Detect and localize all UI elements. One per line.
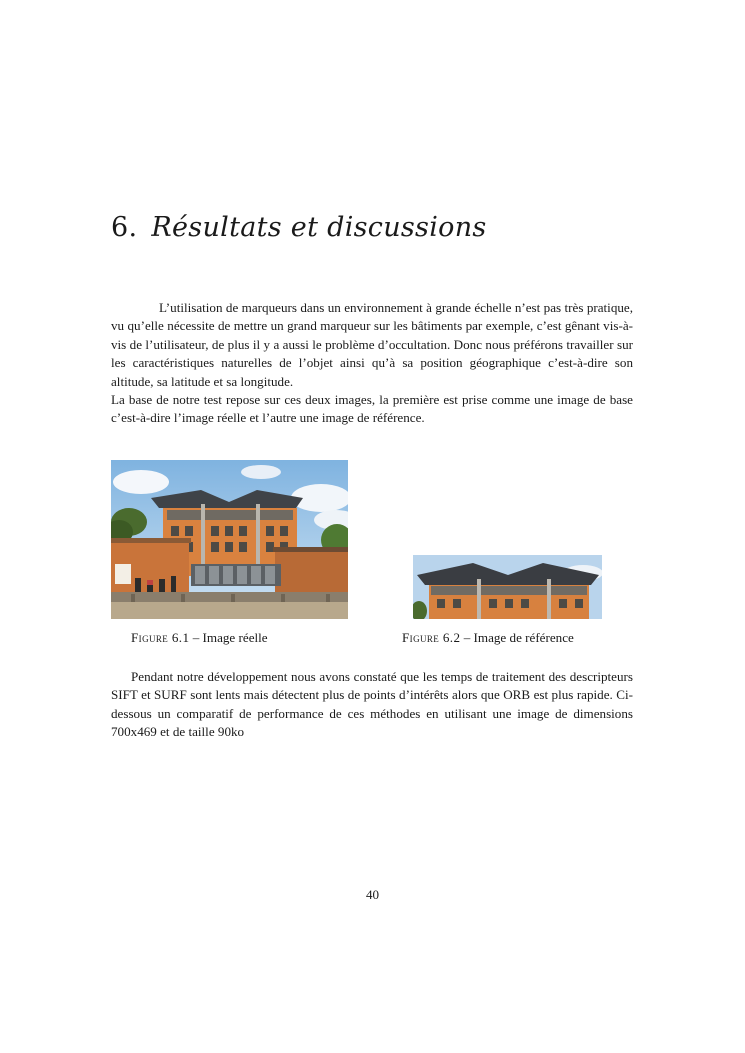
figure-6-2-separator: – — [463, 630, 471, 645]
body-paragraph: Pendant notre développement nous avons constaté que les temps de traitement des descripteurs SIFT et SURF sont lents mais détectent plus de points d’intérêts alors que ORB est plus rapide. Ci-dessous un comparatif de performance de ces méthodes en utilisant une image de dimensions 700x469 et de taille 90ko — [111, 669, 633, 740]
intro-text — [111, 299, 633, 428]
building-photo-reference — [413, 555, 602, 619]
figure-6-2-caption — [402, 630, 574, 646]
figure-6-1-caption-text: Image réelle — [202, 630, 268, 645]
chapter-title: Résultats et discussions — [151, 212, 487, 243]
figure-6-1-image — [111, 460, 348, 619]
figure-6-2-caption-text: Image de référence — [473, 630, 574, 645]
chapter-number: 6. — [111, 212, 138, 243]
body-text — [111, 668, 633, 742]
intro-paragraph-2: La base de notre test repose sur ces deux images, la première est prise comme une image de base c’est-à-dire l’image réelle et l’autre une image de référence. — [111, 392, 633, 426]
figure-6-1-separator: – — [192, 630, 200, 645]
figure-6-1-caption — [131, 630, 268, 646]
intro-paragraph-1: L’utilisation de marqueurs dans un environnement à grande échelle n’est pas très pratique, vu qu’elle nécessite de mettre un grand marqueur sur les bâtiments par exemple, c’est gênant vis-à-vis de l’utilisateur, de plus il y a aussi le problème d’occultation. Donc nous préférons travailler sur les caractéristiques naturelles de l’objet ainsi qu’à sa position géographique c’est-à-dire son altitude, sa latitude et sa longitude. — [111, 300, 633, 389]
figure-6-2-label: Figure 6.2 — [402, 630, 461, 645]
page-number: 40 — [365, 887, 380, 902]
figure-6-1-label: Figure 6.1 — [131, 630, 190, 645]
building-photo-real — [111, 460, 348, 619]
figure-6-2-image — [413, 555, 602, 619]
chapter-heading — [111, 212, 487, 243]
